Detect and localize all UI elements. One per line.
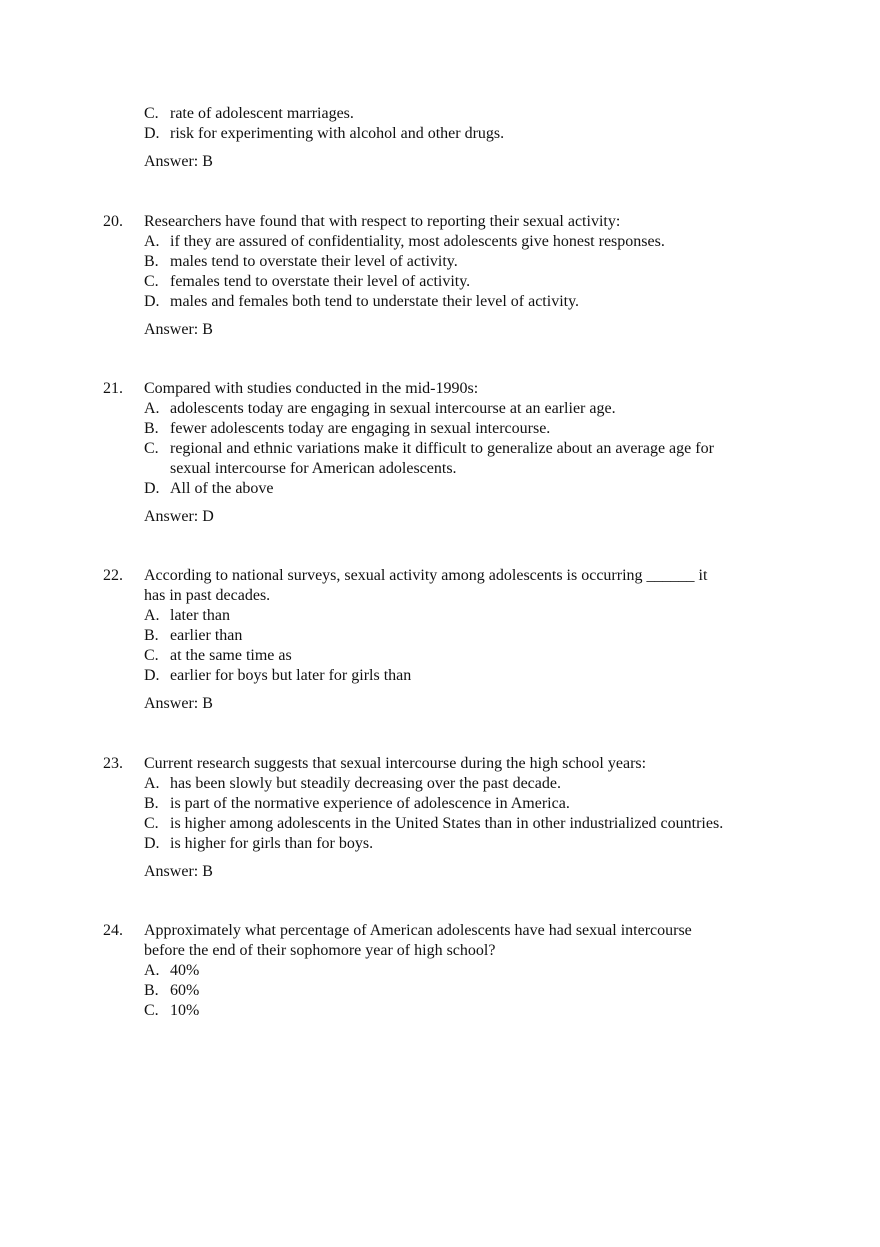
- option-letter: C.: [144, 440, 159, 457]
- option-letter: D.: [144, 835, 160, 852]
- answer-line: Answer: B: [144, 863, 213, 880]
- option-letter: B.: [144, 253, 159, 270]
- question-number: 21.: [103, 380, 123, 397]
- question-text: Researchers have found that with respect to reporting their sexual activity:: [144, 213, 621, 230]
- option-c: [0, 1001, 800, 1021]
- question-text: Compared with studies conducted in the mid-1990s:: [144, 380, 479, 397]
- option-c: [0, 272, 800, 292]
- option-text: earlier than: [170, 627, 243, 644]
- question-24: [0, 921, 800, 1021]
- question-text: Current research suggests that sexual intercourse during the high school years:: [144, 755, 647, 772]
- option-b: [0, 981, 800, 1001]
- answer-line: Answer: D: [144, 508, 214, 525]
- option-d: [0, 292, 800, 312]
- option-c: [0, 104, 800, 124]
- option-d: [0, 479, 800, 499]
- option-a: [0, 399, 800, 419]
- option-letter: D.: [144, 293, 160, 310]
- option-b: [0, 419, 800, 439]
- option-letter: D.: [144, 667, 160, 684]
- option-text: fewer adolescents today are engaging in sexual intercourse.: [170, 420, 551, 437]
- option-text: is part of the normative experience of adolescence in America.: [170, 795, 570, 812]
- option-text: is higher for girls than for boys.: [170, 835, 374, 852]
- question-number: 20.: [103, 213, 123, 230]
- question-19-continued: [0, 104, 800, 170]
- option-a: [0, 232, 800, 252]
- question-stem: [0, 754, 800, 774]
- option-b: [0, 252, 800, 272]
- option-a: [0, 774, 800, 794]
- question-text: before the end of their sophomore year of high school?: [144, 942, 496, 959]
- question-text: Approximately what percentage of American adolescents have had sexual intercourse: [144, 922, 692, 939]
- option-text: regional and ethnic variations make it difficult to generalize about an average age for: [170, 440, 714, 457]
- question-22: [0, 566, 800, 712]
- option-text: males tend to overstate their level of activity.: [170, 253, 458, 270]
- option-letter: C.: [144, 815, 159, 832]
- option-letter: C.: [144, 1002, 159, 1019]
- option-text: if they are assured of confidentiality, most adolescents give honest responses.: [170, 233, 665, 250]
- option-text: females tend to overstate their level of activity.: [170, 273, 471, 290]
- option-letter: D.: [144, 480, 160, 497]
- option-text: 60%: [170, 982, 200, 999]
- option-text: sexual intercourse for American adolescents.: [170, 460, 457, 477]
- option-a: [0, 961, 800, 981]
- option-letter: B.: [144, 795, 159, 812]
- option-b: [0, 794, 800, 814]
- option-d: [0, 124, 800, 144]
- option-text: has been slowly but steadily decreasing over the past decade.: [170, 775, 561, 792]
- option-a: [0, 606, 800, 626]
- question-23: [0, 754, 800, 880]
- option-text: at the same time as: [170, 647, 292, 664]
- option-text: is higher among adolescents in the United States than in other industrialized countries.: [170, 815, 724, 832]
- option-letter: A.: [144, 233, 160, 250]
- question-text: has in past decades.: [144, 587, 271, 604]
- option-letter: B.: [144, 627, 159, 644]
- question-21: [0, 379, 800, 525]
- option-letter: C.: [144, 647, 159, 664]
- option-letter: A.: [144, 607, 160, 624]
- option-c: [0, 646, 800, 666]
- option-text: adolescents today are engaging in sexual intercourse at an earlier age.: [170, 400, 616, 417]
- option-letter: A.: [144, 775, 160, 792]
- option-text: 40%: [170, 962, 200, 979]
- option-letter: A.: [144, 400, 160, 417]
- question-stem: [0, 921, 800, 941]
- question-number: 22.: [103, 567, 123, 584]
- question-number: 23.: [103, 755, 123, 772]
- option-letter: C.: [144, 105, 159, 122]
- option-text: 10%: [170, 1002, 200, 1019]
- option-c: [0, 814, 800, 834]
- question-text: According to national surveys, sexual activity among adolescents is occurring ______ it: [144, 567, 708, 584]
- question-stem: [0, 379, 800, 399]
- option-text: All of the above: [170, 480, 274, 497]
- option-letter: C.: [144, 273, 159, 290]
- question-stem: [0, 566, 800, 586]
- option-letter: B.: [144, 420, 159, 437]
- answer-line: Answer: B: [144, 695, 213, 712]
- option-letter: A.: [144, 962, 160, 979]
- question-stem-continued: [0, 586, 800, 606]
- option-text: earlier for boys but later for girls than: [170, 667, 412, 684]
- answer-line: Answer: B: [144, 321, 213, 338]
- option-b: [0, 626, 800, 646]
- question-number: 24.: [103, 922, 123, 939]
- answer-line: Answer: B: [144, 153, 213, 170]
- question-stem: [0, 212, 800, 232]
- option-d: [0, 666, 800, 686]
- option-d: [0, 834, 800, 854]
- option-letter: B.: [144, 982, 159, 999]
- option-text: rate of adolescent marriages.: [170, 105, 354, 122]
- option-text: later than: [170, 607, 230, 624]
- question-stem-continued: [0, 941, 800, 961]
- option-c-continued: [0, 459, 800, 479]
- option-text: males and females both tend to understate their level of activity.: [170, 293, 580, 310]
- option-text: risk for experimenting with alcohol and other drugs.: [170, 125, 505, 142]
- question-20: [0, 212, 800, 338]
- option-c: [0, 439, 800, 459]
- option-letter: D.: [144, 125, 160, 142]
